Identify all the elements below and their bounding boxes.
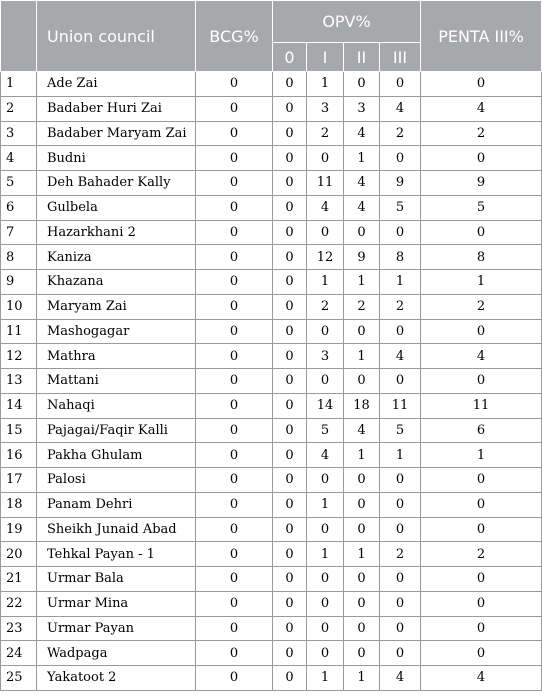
cell-opv-2: 1 — [344, 146, 380, 171]
cell-number: 4 — [1, 146, 37, 171]
table-row — [1, 146, 542, 171]
table-row — [1, 616, 542, 641]
table-row — [1, 393, 542, 418]
cell-opv-0: 0 — [273, 245, 307, 270]
cell-number: 2 — [1, 96, 37, 121]
cell-opv-0: 0 — [273, 567, 307, 592]
table-row — [1, 369, 542, 394]
cell-bcg: 0 — [196, 72, 273, 97]
cell-penta: 0 — [421, 369, 542, 394]
header-penta: PENTA III% — [421, 1, 542, 72]
cell-penta: 11 — [421, 393, 542, 418]
header-opv-2: II — [344, 43, 380, 72]
cell-opv-1: 1 — [307, 492, 344, 517]
cell-bcg: 0 — [196, 121, 273, 146]
cell-opv-0: 0 — [273, 666, 307, 691]
cell-opv-3: 0 — [380, 517, 421, 542]
cell-opv-0: 0 — [273, 96, 307, 121]
header-corner — [1, 1, 37, 72]
cell-penta: 4 — [421, 344, 542, 369]
table-row — [1, 492, 542, 517]
cell-penta: 0 — [421, 591, 542, 616]
cell-opv-0: 0 — [273, 591, 307, 616]
cell-opv-0: 0 — [273, 517, 307, 542]
cell-opv-2: 9 — [344, 245, 380, 270]
cell-opv-1: 12 — [307, 245, 344, 270]
header-opv: OPV% — [273, 1, 421, 43]
cell-opv-0: 0 — [273, 294, 307, 319]
cell-number: 24 — [1, 641, 37, 666]
cell-number: 13 — [1, 369, 37, 394]
cell-penta: 1 — [421, 270, 542, 295]
cell-penta: 2 — [421, 294, 542, 319]
table-row — [1, 171, 542, 196]
cell-opv-1: 1 — [307, 270, 344, 295]
table-row — [1, 567, 542, 592]
cell-opv-1: 11 — [307, 171, 344, 196]
cell-bcg: 0 — [196, 641, 273, 666]
table-row — [1, 195, 542, 220]
cell-opv-1: 0 — [307, 517, 344, 542]
cell-bcg: 0 — [196, 492, 273, 517]
cell-opv-2: 0 — [344, 492, 380, 517]
header-opv-0: 0 — [273, 43, 307, 72]
cell-opv-3: 0 — [380, 567, 421, 592]
table-row — [1, 319, 542, 344]
cell-penta: 9 — [421, 171, 542, 196]
cell-opv-0: 0 — [273, 72, 307, 97]
cell-opv-1: 0 — [307, 146, 344, 171]
cell-opv-2: 18 — [344, 393, 380, 418]
table-header — [1, 1, 542, 72]
cell-opv-1: 0 — [307, 369, 344, 394]
table-row — [1, 666, 542, 691]
cell-opv-1: 0 — [307, 591, 344, 616]
cell-penta: 1 — [421, 443, 542, 468]
cell-opv-1: 0 — [307, 641, 344, 666]
cell-opv-2: 1 — [344, 443, 380, 468]
cell-penta: 8 — [421, 245, 542, 270]
cell-opv-1: 0 — [307, 567, 344, 592]
cell-opv-1: 3 — [307, 344, 344, 369]
cell-opv-2: 1 — [344, 542, 380, 567]
cell-union-council: Hazarkhani 2 — [37, 220, 196, 245]
cell-opv-2: 4 — [344, 418, 380, 443]
cell-penta: 2 — [421, 542, 542, 567]
cell-penta: 2 — [421, 121, 542, 146]
cell-opv-3: 4 — [380, 96, 421, 121]
cell-union-council: Yakatoot 2 — [37, 666, 196, 691]
cell-bcg: 0 — [196, 418, 273, 443]
cell-opv-0: 0 — [273, 369, 307, 394]
cell-opv-0: 0 — [273, 195, 307, 220]
table-body — [1, 72, 542, 691]
cell-opv-2: 1 — [344, 666, 380, 691]
cell-union-council: Urmar Bala — [37, 567, 196, 592]
cell-union-council: Badaber Maryam Zai — [37, 121, 196, 146]
cell-number: 5 — [1, 171, 37, 196]
cell-union-council: Sheikh Junaid Abad — [37, 517, 196, 542]
cell-number: 9 — [1, 270, 37, 295]
table-row — [1, 72, 542, 97]
header-bcg: BCG% — [196, 1, 273, 72]
cell-opv-3: 0 — [380, 468, 421, 493]
cell-opv-3: 11 — [380, 393, 421, 418]
cell-opv-3: 4 — [380, 666, 421, 691]
cell-opv-0: 0 — [273, 344, 307, 369]
cell-opv-1: 14 — [307, 393, 344, 418]
table-row — [1, 641, 542, 666]
cell-number: 12 — [1, 344, 37, 369]
cell-bcg: 0 — [196, 369, 273, 394]
cell-penta: 0 — [421, 517, 542, 542]
cell-union-council: Gulbela — [37, 195, 196, 220]
cell-opv-1: 4 — [307, 195, 344, 220]
cell-opv-3: 2 — [380, 294, 421, 319]
cell-penta: 0 — [421, 567, 542, 592]
cell-bcg: 0 — [196, 616, 273, 641]
header-opv-3: III — [380, 43, 421, 72]
cell-opv-3: 1 — [380, 443, 421, 468]
cell-opv-3: 2 — [380, 542, 421, 567]
cell-number: 7 — [1, 220, 37, 245]
cell-bcg: 0 — [196, 517, 273, 542]
cell-opv-0: 0 — [273, 616, 307, 641]
cell-number: 14 — [1, 393, 37, 418]
cell-opv-2: 4 — [344, 171, 380, 196]
cell-opv-2: 0 — [344, 220, 380, 245]
cell-bcg: 0 — [196, 567, 273, 592]
cell-opv-2: 0 — [344, 517, 380, 542]
cell-bcg: 0 — [196, 666, 273, 691]
cell-number: 23 — [1, 616, 37, 641]
cell-opv-3: 0 — [380, 220, 421, 245]
cell-opv-1: 2 — [307, 121, 344, 146]
header-opv-1: I — [307, 43, 344, 72]
cell-opv-0: 0 — [273, 542, 307, 567]
cell-union-council: Palosi — [37, 468, 196, 493]
cell-opv-2: 0 — [344, 369, 380, 394]
cell-union-council: Urmar Mina — [37, 591, 196, 616]
table-row — [1, 418, 542, 443]
cell-number: 15 — [1, 418, 37, 443]
cell-union-council: Panam Dehri — [37, 492, 196, 517]
cell-union-council: Pajagai/Faqir Kalli — [37, 418, 196, 443]
cell-number: 19 — [1, 517, 37, 542]
cell-opv-1: 4 — [307, 443, 344, 468]
cell-opv-3: 0 — [380, 319, 421, 344]
cell-union-council: Budni — [37, 146, 196, 171]
cell-number: 10 — [1, 294, 37, 319]
cell-opv-1: 0 — [307, 616, 344, 641]
cell-opv-0: 0 — [273, 270, 307, 295]
cell-opv-0: 0 — [273, 171, 307, 196]
header-union-council: Union council — [37, 1, 196, 72]
cell-number: 1 — [1, 72, 37, 97]
cell-penta: 0 — [421, 220, 542, 245]
cell-number: 3 — [1, 121, 37, 146]
cell-opv-0: 0 — [273, 146, 307, 171]
table-row — [1, 96, 542, 121]
cell-penta: 4 — [421, 666, 542, 691]
cell-number: 25 — [1, 666, 37, 691]
cell-opv-0: 0 — [273, 121, 307, 146]
cell-bcg: 0 — [196, 591, 273, 616]
cell-penta: 0 — [421, 616, 542, 641]
cell-opv-0: 0 — [273, 418, 307, 443]
cell-bcg: 0 — [196, 270, 273, 295]
cell-opv-1: 0 — [307, 319, 344, 344]
cell-opv-0: 0 — [273, 393, 307, 418]
cell-opv-3: 2 — [380, 121, 421, 146]
cell-opv-2: 2 — [344, 294, 380, 319]
cell-opv-3: 0 — [380, 641, 421, 666]
cell-bcg: 0 — [196, 319, 273, 344]
cell-opv-3: 0 — [380, 492, 421, 517]
cell-union-council: Wadpaga — [37, 641, 196, 666]
table-row — [1, 344, 542, 369]
table-row — [1, 294, 542, 319]
cell-bcg: 0 — [196, 195, 273, 220]
cell-opv-1: 1 — [307, 72, 344, 97]
cell-opv-3: 4 — [380, 344, 421, 369]
cell-penta: 0 — [421, 641, 542, 666]
cell-penta: 0 — [421, 146, 542, 171]
cell-opv-2: 4 — [344, 195, 380, 220]
cell-bcg: 0 — [196, 294, 273, 319]
cell-opv-1: 1 — [307, 666, 344, 691]
cell-union-council: Deh Bahader Kally — [37, 171, 196, 196]
cell-union-council: Badaber Huri Zai — [37, 96, 196, 121]
cell-opv-2: 0 — [344, 468, 380, 493]
cell-number: 8 — [1, 245, 37, 270]
cell-opv-0: 0 — [273, 443, 307, 468]
cell-number: 21 — [1, 567, 37, 592]
table-row — [1, 245, 542, 270]
table-row — [1, 220, 542, 245]
cell-number: 11 — [1, 319, 37, 344]
cell-opv-3: 0 — [380, 369, 421, 394]
table-row — [1, 591, 542, 616]
cell-union-council: Nahaqi — [37, 393, 196, 418]
cell-union-council: Maryam Zai — [37, 294, 196, 319]
table-row — [1, 517, 542, 542]
cell-opv-2: 1 — [344, 270, 380, 295]
cell-opv-2: 0 — [344, 567, 380, 592]
cell-union-council: Mattani — [37, 369, 196, 394]
cell-opv-1: 2 — [307, 294, 344, 319]
cell-opv-3: 9 — [380, 171, 421, 196]
cell-number: 18 — [1, 492, 37, 517]
cell-bcg: 0 — [196, 542, 273, 567]
table-row — [1, 270, 542, 295]
cell-union-council: Khazana — [37, 270, 196, 295]
cell-number: 22 — [1, 591, 37, 616]
cell-opv-1: 5 — [307, 418, 344, 443]
table-row — [1, 468, 542, 493]
cell-opv-0: 0 — [273, 468, 307, 493]
cell-opv-2: 1 — [344, 344, 380, 369]
cell-opv-0: 0 — [273, 492, 307, 517]
cell-opv-3: 5 — [380, 195, 421, 220]
cell-opv-2: 4 — [344, 121, 380, 146]
cell-number: 16 — [1, 443, 37, 468]
cell-opv-3: 0 — [380, 72, 421, 97]
cell-penta: 0 — [421, 72, 542, 97]
cell-number: 6 — [1, 195, 37, 220]
cell-union-council: Pakha Ghulam — [37, 443, 196, 468]
cell-union-council: Tehkal Payan - 1 — [37, 542, 196, 567]
cell-bcg: 0 — [196, 171, 273, 196]
cell-penta: 6 — [421, 418, 542, 443]
cell-opv-2: 0 — [344, 616, 380, 641]
table-row — [1, 121, 542, 146]
cell-bcg: 0 — [196, 146, 273, 171]
cell-union-council: Kaniza — [37, 245, 196, 270]
cell-union-council: Ade Zai — [37, 72, 196, 97]
table-row — [1, 542, 542, 567]
cell-penta: 0 — [421, 492, 542, 517]
cell-opv-1: 3 — [307, 96, 344, 121]
cell-bcg: 0 — [196, 96, 273, 121]
cell-opv-3: 5 — [380, 418, 421, 443]
cell-opv-3: 0 — [380, 146, 421, 171]
cell-penta: 4 — [421, 96, 542, 121]
cell-union-council: Mashogagar — [37, 319, 196, 344]
cell-opv-3: 1 — [380, 270, 421, 295]
table-row — [1, 443, 542, 468]
cell-opv-2: 0 — [344, 641, 380, 666]
cell-opv-2: 0 — [344, 591, 380, 616]
cell-bcg: 0 — [196, 344, 273, 369]
cell-bcg: 0 — [196, 443, 273, 468]
cell-opv-1: 0 — [307, 220, 344, 245]
cell-union-council: Urmar Payan — [37, 616, 196, 641]
cell-opv-3: 0 — [380, 616, 421, 641]
cell-penta: 0 — [421, 319, 542, 344]
cell-bcg: 0 — [196, 245, 273, 270]
cell-opv-3: 0 — [380, 591, 421, 616]
cell-penta: 0 — [421, 468, 542, 493]
cell-opv-1: 0 — [307, 468, 344, 493]
cell-opv-3: 8 — [380, 245, 421, 270]
cell-opv-0: 0 — [273, 220, 307, 245]
cell-union-council: Mathra — [37, 344, 196, 369]
cell-number: 20 — [1, 542, 37, 567]
cell-opv-2: 0 — [344, 319, 380, 344]
cell-opv-0: 0 — [273, 641, 307, 666]
cell-bcg: 0 — [196, 393, 273, 418]
cell-penta: 5 — [421, 195, 542, 220]
cell-bcg: 0 — [196, 220, 273, 245]
cell-number: 17 — [1, 468, 37, 493]
cell-opv-1: 1 — [307, 542, 344, 567]
cell-opv-0: 0 — [273, 319, 307, 344]
cell-bcg: 0 — [196, 468, 273, 493]
cell-opv-2: 0 — [344, 72, 380, 97]
cell-opv-2: 3 — [344, 96, 380, 121]
